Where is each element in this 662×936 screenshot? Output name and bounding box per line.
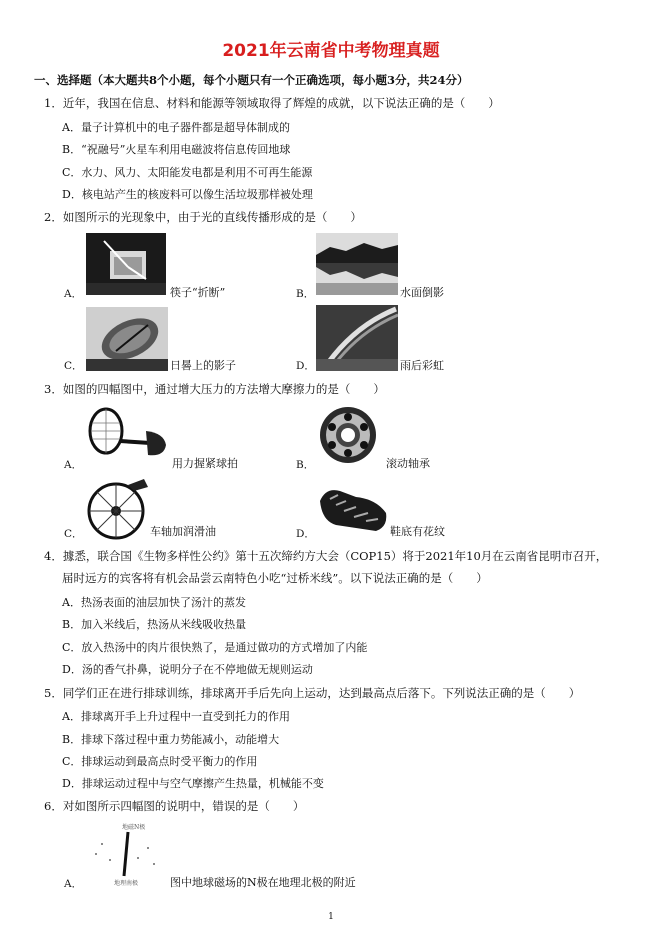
q2-caption-a: 筷子“折断” <box>170 286 226 299</box>
q4-stem-line2: 届时远方的宾客将有机会品尝云南特色小吃“过桥米线”。以下说法正确的是（ ） <box>62 571 488 585</box>
page-title: 2021年云南省中考物理真题 <box>222 41 440 61</box>
q3-letter-d: D． <box>296 528 315 540</box>
q1-option-d: D．核电站产生的核废料可以像生活垃圾那样被处理 <box>62 188 313 201</box>
chopsticks-in-water-photo <box>86 233 166 295</box>
q2-letter-a: A． <box>64 288 83 300</box>
q6-caption-a: 图中地球磁场的N极在地理北极的附近 <box>170 876 356 889</box>
q2-caption-b: 水面倒影 <box>400 286 444 299</box>
q4-stem-line1: 4．據悉，联合国《生物多样性公约》第十五次缔约方大会（COP15）将于2021年10月在云南省昆明市召开， <box>44 549 608 563</box>
q1-stem: 1．近年，我国在信息、材料和能源等领域取得了辉煌的成就，以下说法正确的是（ ） <box>44 96 500 110</box>
q2-letter-c: C． <box>64 360 83 372</box>
q5-option-d: D．排球运动过程中与空气摩擦产生热量，机械能不变 <box>62 777 324 790</box>
water-reflection-photo <box>316 233 398 295</box>
section-heading: 一、选择题（本大题共8个小题，每个小题只有一个正确选项，每小题3分，共24分） <box>34 73 469 87</box>
q6-stem: 6．对如图所示四幅图的说明中，错误的是（ ） <box>44 799 305 813</box>
racket-grip-photo <box>86 403 168 467</box>
shoe-sole-photo <box>316 481 390 537</box>
q3-letter-a: A． <box>64 459 83 471</box>
q1-option-b: B．“祝融号”火星车利用电磁波将信息传回地球 <box>62 143 291 156</box>
q2-letter-b: B． <box>296 288 315 300</box>
sundial-shadow-photo <box>86 307 168 371</box>
q2-letter-d: D． <box>296 360 315 372</box>
q5-option-c: C．排球运动到最高点时受平衡力的作用 <box>62 755 258 768</box>
q1-option-c: C．水力、风力、太阳能发电都是利用不可再生能源 <box>62 166 313 179</box>
q3-caption-c: 车轴加润滑油 <box>150 525 216 538</box>
q3-caption-b: 滚动轴承 <box>386 457 430 470</box>
ball-bearing-photo <box>316 403 380 467</box>
q4-option-c: C．放入热汤中的肉片很快熟了，是通过做功的方式增加了内能 <box>62 641 368 654</box>
q5-option-b: B．排球下落过程中重力势能减小，动能增大 <box>62 733 280 746</box>
figure-top-label: 地磁N极 <box>122 824 146 831</box>
q2-caption-c: 日晷上的影子 <box>170 359 236 372</box>
q3-caption-a: 用力握紧球拍 <box>172 457 238 470</box>
q3-letter-c: C． <box>64 528 83 540</box>
rainbow-photo <box>316 305 398 371</box>
q3-stem: 3．如图的四幅图中，通过增大压力的方法增大摩擦力的是（ ） <box>44 382 385 396</box>
earth-magnetic-field-figure <box>84 822 168 886</box>
q5-option-a: A．排球离开手上升过程中一直受到托力的作用 <box>62 710 290 723</box>
q4-option-d: D．汤的香气扑鼻，说明分子在不停地做无规则运动 <box>62 663 313 676</box>
q6-letter-a: A． <box>64 878 83 890</box>
q5-stem: 5．同学们正在进行排球训练，排球离开手后先向上运动，达到最高点后落下。下列说法正确的是（ ） <box>44 686 581 700</box>
q4-option-b: B．加入米线后，热汤从米线吸收热量 <box>62 618 247 631</box>
page-number: 1 <box>328 912 334 922</box>
q1-option-a: A．量子计算机中的电子器件都是超导体制成的 <box>62 121 290 134</box>
wheel-axle-photo <box>86 475 152 541</box>
q2-stem: 2．如图所示的光现象中，由于光的直线传播形成的是（ ） <box>44 210 362 224</box>
figure-bottom-label: 地理南极 <box>114 880 139 887</box>
magnet-needle-drawing <box>84 830 168 878</box>
q2-caption-d: 雨后彩虹 <box>400 359 444 372</box>
q3-letter-b: B． <box>296 459 315 471</box>
q3-caption-d: 鞋底有花纹 <box>390 525 445 538</box>
q4-option-a: A．热汤表面的油层加快了汤汁的蒸发 <box>62 596 246 609</box>
